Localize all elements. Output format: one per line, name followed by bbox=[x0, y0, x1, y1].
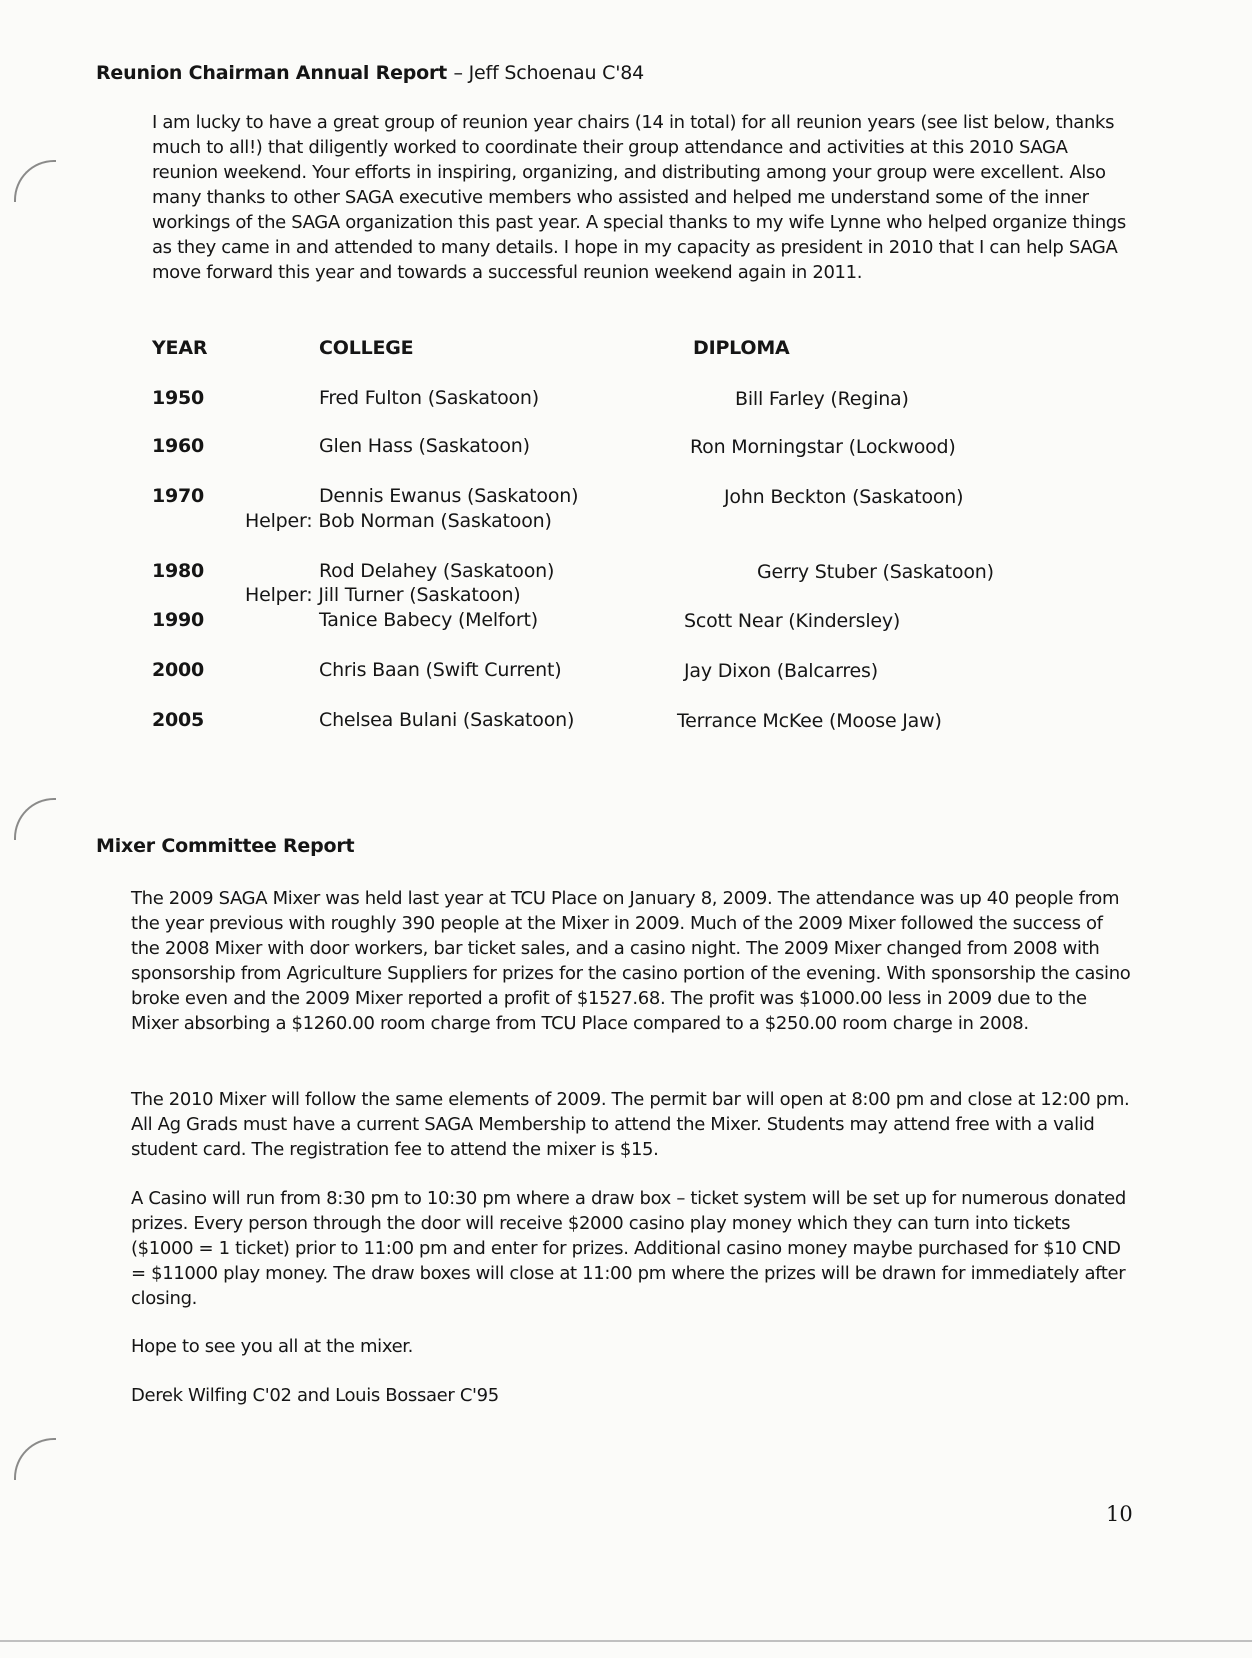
table-row-college: Rod Delahey (Saskatoon) bbox=[319, 560, 555, 582]
table-header-year: YEAR bbox=[152, 337, 208, 359]
reunion-intro-paragraph: I am lucky to have a great group of reunion year chairs (14 in total) for all reunion years (see list below, thanks much to all!) that diligently worked to coordinate their group attendance and activities at this 2010 SAGA reunion weekend. Your efforts in inspiring, organizing, and distributing among your group were excellent. Also many thanks to other SAGA executive members who assisted and helped me understand some of the inner workings of the SAGA organization this past year. A special thanks to my wife Lynne who helped organize things as they came in and attended to many details. I hope in my capacity as president in 2010 that I can help SAGA move forward this year and towards a successful reunion weekend again in 2011. bbox=[152, 112, 1126, 283]
mixer-paragraph: The 2009 SAGA Mixer was held last year at TCU Place on January 8, 2009. The attendance was up 40 people from the year previous with roughly 390 people at the Mixer in 2009. Much of the 2009 Mixer followed the success of the 2008 Mixer with door workers, bar ticket sales, and a casino night. The 2009 Mixer changed from 2008 with sponsorship from Agriculture Suppliers for prizes for the casino portion of the evening. With sponsorship the casino broke even and the 2009 Mixer reported a profit of $1527.68. The profit was $1000.00 less in 2009 due to the Mixer absorbing a $1260.00 room charge from TCU Place compared to a $250.00 room charge in 2008. bbox=[131, 888, 1131, 1034]
binder-hole-mark bbox=[14, 798, 56, 840]
table-header-diploma: DIPLOMA bbox=[693, 337, 790, 359]
table-row-year: 1990 bbox=[152, 609, 205, 631]
mixer-signature: Derek Wilfing C'02 and Louis Bossaer C'95 bbox=[131, 1385, 499, 1406]
table-row-college: Glen Hass (Saskatoon) bbox=[319, 435, 530, 457]
table-row-helper: Helper: Bob Norman (Saskatoon) bbox=[245, 510, 552, 532]
table-row-diploma: Jay Dixon (Balcarres) bbox=[684, 660, 878, 682]
table-row-college: Fred Fulton (Saskatoon) bbox=[319, 387, 539, 409]
table-row-college: Chris Baan (Swift Current) bbox=[319, 659, 562, 681]
mixer-paragraph: The 2010 Mixer will follow the same elements of 2009. The permit bar will open at 8:00 pm and close at 12:00 pm. All Ag Grads must have a current SAGA Membership to attend the Mixer. Students may attend free with a valid student card. The registration fee to attend the mixer is $15. bbox=[131, 1089, 1130, 1160]
table-row-diploma: John Beckton (Saskatoon) bbox=[724, 486, 964, 508]
table-row-diploma: Terrance McKee (Moose Jaw) bbox=[677, 710, 942, 732]
table-row-year: 1980 bbox=[152, 560, 205, 582]
mixer-closing-line: Hope to see you all at the mixer. bbox=[131, 1336, 414, 1357]
page-number: 10 bbox=[1106, 1502, 1133, 1526]
binder-hole-mark bbox=[14, 1438, 56, 1480]
table-row-year: 1960 bbox=[152, 435, 205, 457]
table-row-college: Tanice Babecy (Melfort) bbox=[319, 609, 538, 631]
mixer-paragraph: A Casino will run from 8:30 pm to 10:30 pm where a draw box – ticket system will be set up for numerous donated prizes. Every person through the door will receive $2000 casino play money which they can turn into tickets ($1000 = 1 ticket) prior to 11:00 pm and enter for prizes. Additional casino money maybe purchased for $10 CND = $11000 play money. The draw boxes will close at 11:00 pm where the prizes will be drawn for immediately after closing. bbox=[131, 1188, 1126, 1309]
table-row-college: Dennis Ewanus (Saskatoon) bbox=[319, 485, 579, 507]
table-header-college: COLLEGE bbox=[319, 337, 414, 359]
table-row-year: 2005 bbox=[152, 709, 205, 731]
binder-hole-mark bbox=[14, 160, 56, 202]
reunion-report-author: – Jeff Schoenau C'84 bbox=[453, 62, 645, 84]
table-row-diploma: Gerry Stuber (Saskatoon) bbox=[757, 561, 994, 583]
table-row-diploma: Bill Farley (Regina) bbox=[735, 388, 909, 410]
table-row-college: Chelsea Bulani (Saskatoon) bbox=[319, 709, 575, 731]
table-row-year: 1950 bbox=[152, 387, 205, 409]
table-row-helper: Helper: Jill Turner (Saskatoon) bbox=[245, 584, 521, 606]
table-row-diploma: Scott Near (Kindersley) bbox=[684, 610, 901, 632]
reunion-report-title: Reunion Chairman Annual Report bbox=[96, 62, 448, 84]
table-row-diploma: Ron Morningstar (Lockwood) bbox=[690, 436, 956, 458]
mixer-report-title: Mixer Committee Report bbox=[96, 835, 355, 857]
table-row-year: 1970 bbox=[152, 485, 205, 507]
table-row-year: 2000 bbox=[152, 659, 205, 681]
reunion-report-heading bbox=[96, 62, 644, 84]
page-bottom-edge bbox=[0, 1640, 1252, 1642]
